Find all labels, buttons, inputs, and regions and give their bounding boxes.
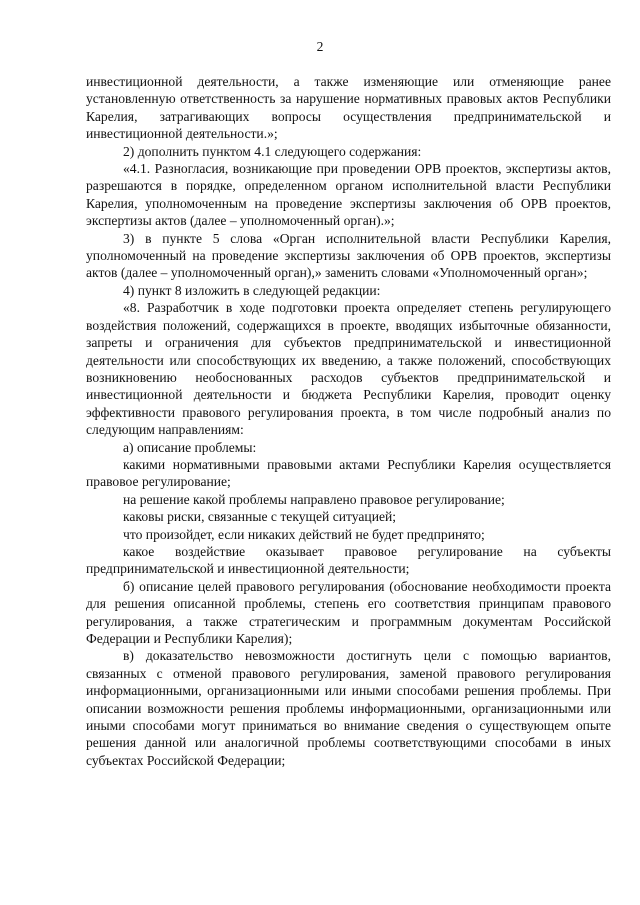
- paragraph-item-2: 2) дополнить пунктом 4.1 следующего содержания:: [123, 143, 422, 159]
- paragraph-question-problem: на решение какой проблемы направлено правовое регулирование;: [123, 491, 505, 507]
- page-number: 2: [316, 39, 324, 54]
- paragraph-question-impact: какое воздействие оказывает правовое регулирование на субъекты предпринимательской и инвестиционной деятельности;: [86, 543, 611, 577]
- paragraph-item-4: 4) пункт 8 изложить в следующей редакции:: [123, 282, 381, 298]
- paragraph-subitem-v: в) доказательство невозможности достигнуть цели с помощью вариантов, связанных с отменой правового регулирования, заменой правового регулирования информационными, организационными или иными способами решения проблемы. При описании возможности решения проблемы информационными, организационными или иными способами могут приниматься во внимание сведения о существующем опыте решения данной или аналогичной проблемы соответствующими способами в иных субъектах Российской Федерации;: [86, 648, 611, 768]
- paragraph-subitem-a: а) описание проблемы:: [123, 439, 257, 455]
- paragraph-question-risks: каковы риски, связанные с текущей ситуацией;: [123, 509, 397, 525]
- paragraph-clause-4-1: «4.1. Разногласия, возникающие при проведении ОРВ проектов, экспертизы актов, разрешаются в порядке, определенном органом исполнительной власти Республики Карелия, уполномоченным на проведение экспертизы заключения об ОРВ проектов, экспертизы актов (далее – уполномоченный орган).»;: [86, 161, 611, 229]
- paragraph-item-3: 3) в пункте 5 слова «Орган исполнительной власти Республики Карелия, уполномоченный на проведение экспертизы заключения об ОРВ проектов, экспертизы актов (далее – уполномоченный орган),» заменить словами «Уполномоченный орган»;: [86, 230, 611, 281]
- document-body: [86, 73, 611, 769]
- paragraph-question-acts: какими нормативными правовыми актами Республики Карелия осуществляется правовое регулирование;: [86, 456, 611, 490]
- paragraph-continuation: инвестиционной деятельности, а также изменяющие или отменяющие ранее установленную ответственность за нарушение нормативных правовых актов Республики Карелия, затрагивающих вопросы осуществления предпринимательской и инвестиционной деятельности.»;: [86, 74, 611, 142]
- paragraph-question-inaction: что произойдет, если никаких действий не будет предпринято;: [123, 526, 485, 542]
- paragraph-subitem-b: б) описание целей правового регулирования (обоснование необходимости проекта для решения описанной проблемы, степень его соответствия принципам правового регулирования, а также стратегическим и программным документам Российской Федерации и Республики Карелия);: [86, 578, 611, 646]
- paragraph-clause-8: «8. Разработчик в ходе подготовки проекта определяет степень регулирующего воздействия положений, содержащихся в проекте, вводящих избыточные обязанности, запреты и ограничения для субъектов предпринимательской и инвестиционной деятельности или способствующих их введению, а также положений, способствующих возникновению необоснованных расходов субъектов предпринимательской и инвестиционной деятельности и бюджета Республики Карелия, проводит оценку эффективности правового регулирования проекта, в том числе подробный анализ по следующим направлениям:: [86, 300, 611, 438]
